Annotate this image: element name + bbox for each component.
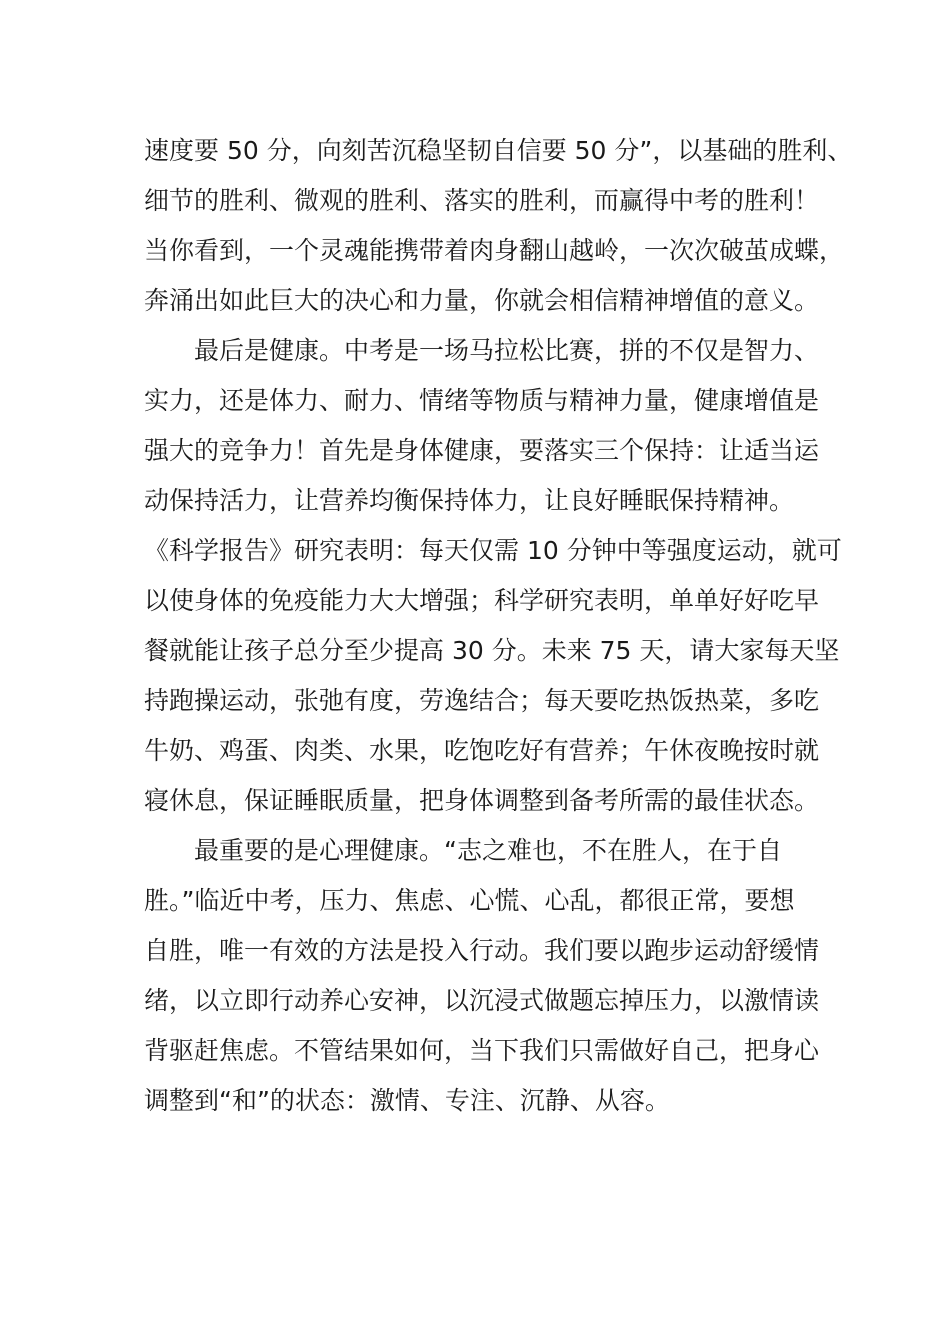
body-text bbox=[144, 126, 853, 1126]
text-line: 奔涌出如此巨大的决心和力量，你就会相信精神增值的意义。 bbox=[144, 286, 820, 315]
paragraph-start-line: 最后是健康。中考是一场马拉松比赛，拼的不仅是智力、 bbox=[194, 336, 820, 365]
text-line: 动保持活力，让营养均衡保持体力，让良好睡眠保持精神。 bbox=[144, 486, 795, 515]
text-line: 强大的竞争力！首先是身体健康，要落实三个保持：让适当运 bbox=[144, 436, 820, 465]
text-line: 胜。”临近中考，压力、焦虑、心慌、心乱，都很正常，要想 bbox=[144, 886, 795, 915]
text-line: 自胜，唯一有效的方法是投入行动。我们要以跑步运动舒缓情 bbox=[144, 936, 820, 965]
paragraph-start-line: 最重要的是心理健康。“志之难也，不在胜人，在于自 bbox=[194, 836, 782, 865]
text-line: 持跑操运动，张弛有度，劳逸结合；每天要吃热饭热菜，多吃 bbox=[144, 686, 820, 715]
text-line: 调整到“和”的状态：激情、专注、沉静、从容。 bbox=[144, 1086, 670, 1115]
text-line: 以使身体的免疫能力大大增强；科学研究表明，单单好好吃早 bbox=[144, 586, 820, 615]
text-line: 寝休息，保证睡眠质量，把身体调整到备考所需的最佳状态。 bbox=[144, 786, 820, 815]
text-line: 绪，以立即行动养心安神，以沉浸式做题忘掉压力，以激情读 bbox=[144, 986, 820, 1015]
text-line: 细节的胜利、微观的胜利、落实的胜利，而赢得中考的胜利！ bbox=[144, 186, 820, 215]
text-line: 餐就能让孩子总分至少提高 30 分。未来 75 天，请大家每天坚 bbox=[144, 636, 840, 665]
text-line: 牛奶、鸡蛋、肉类、水果，吃饱吃好有营养；午休夜晚按时就 bbox=[144, 736, 820, 765]
text-line: 速度要 50 分，向刻苦沉稳坚韧自信要 50 分”，以基础的胜利、 bbox=[144, 136, 853, 165]
text-line: 实力，还是体力、耐力、情绪等物质与精神力量，健康增值是 bbox=[144, 386, 820, 415]
text-line: 《科学报告》研究表明：每天仅需 10 分钟中等强度运动，就可 bbox=[144, 536, 842, 565]
text-line: 背驱赶焦虑。不管结果如何，当下我们只需做好自己，把身心 bbox=[144, 1036, 820, 1065]
text-line: 当你看到，一个灵魂能携带着肉身翻山越岭，一次次破茧成蝶， bbox=[144, 236, 845, 265]
